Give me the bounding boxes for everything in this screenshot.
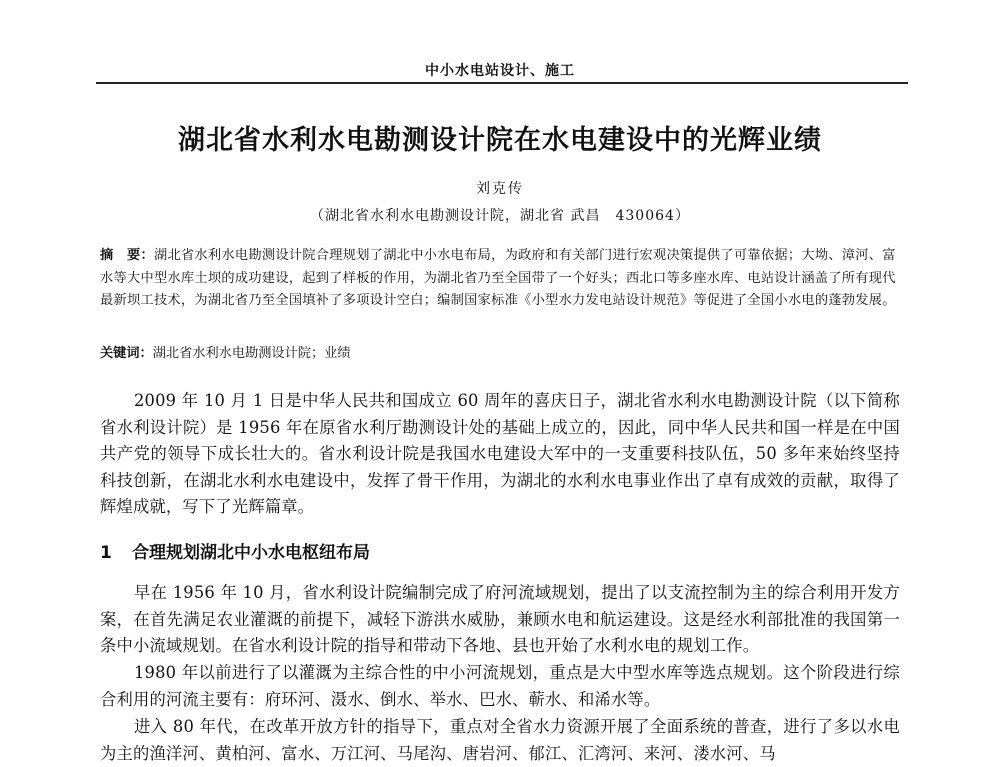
abstract: [100, 245, 900, 313]
section-1-paragraph-2: 1980 年以前进行了以灌溉为主综合性的中小河流规划，重点是大中型水库等选点规划。这个阶段进行综合利用的河流主要有：府环河、滠水、倒水、举水、巴水、蕲水、和浠水等。: [100, 663, 900, 709]
author-affiliation: （湖北省水利水电勘测设计院，湖北省 武昌 430064）: [310, 208, 690, 224]
paper-title: 湖北省水利水电勘测设计院在水电建设中的光辉业绩: [178, 125, 822, 156]
intro-paragraph: 2009 年 10 月 1 日是中华人民共和国成立 60 周年的喜庆日子，湖北省水利水电勘测设计院（以下简称省水利设计院）是 1956 年在原省水利厅勘测设计处的基础上成立的，因此，同中华人民共和国一样是在中国共产党的领导下成长壮大的。省水利设计院是我国水电建设大军中的一支重要科技队伍，50 多年来始终坚持科技创新，在湖北水利水电建设中，发挥了骨干作用，为湖北的水利水电事业作出了卓有成效的贡献，取得了辉煌成就，写下了光辉篇章。: [100, 391, 900, 516]
header-rule: [96, 82, 908, 84]
section-1-number: 1: [100, 543, 112, 563]
running-header: 中小水电站设计、施工: [425, 63, 575, 79]
section-1-title: 合理规划湖北中小水电枢纽布局: [132, 543, 370, 563]
section-1-paragraph-3: 进入 80 年代，在改革开放方针的指导下，重点对全省水力资源开展了全面系统的普查，进行了多以水电为主的渔洋河、黄柏河、富水、万江河、马尾沟、唐岩河、郁江、汇湾河、来河、溇水河、马: [100, 717, 900, 763]
keywords-label: 关键词：: [100, 346, 153, 361]
section-1-heading: [100, 538, 900, 563]
abstract-label: 摘 要：: [100, 248, 154, 263]
author-name: 刘克传: [476, 181, 524, 197]
section-1-paragraph-1: 早在 1956 年 10 月，省水利设计院编制完成了府河流域规划，提出了以支流控制为主的综合利用开发方案，在首先满足农业灌溉的前提下，减轻下游洪水威胁，兼顾水电和航运建设。这是经水利部批准的我国第一条中小流域规划。在省水利设计院的指导和带动下各地、县也开始了水利水电的规划工作。: [100, 583, 900, 655]
keywords: [100, 343, 900, 365]
keywords-text: 湖北省水利水电勘测设计院；业绩: [152, 346, 351, 361]
abstract-text: 湖北省水利水电勘测设计院合理规划了湖北中小水电布局，为政府和有关部门进行宏观决策提供了可靠依据；大坳、漳河、富水等大中型水库土坝的成功建设，起到了样板的作用，为湖北省乃至全国带了一个好头；西北口等多座水库、电站设计涵盖了所有现代最新坝工技术，为湖北省乃至全国填补了多项设计空白；编制国家标准《小型水力发电站设计规范》等促进了全国小水电的蓬勃发展。: [100, 248, 896, 308]
